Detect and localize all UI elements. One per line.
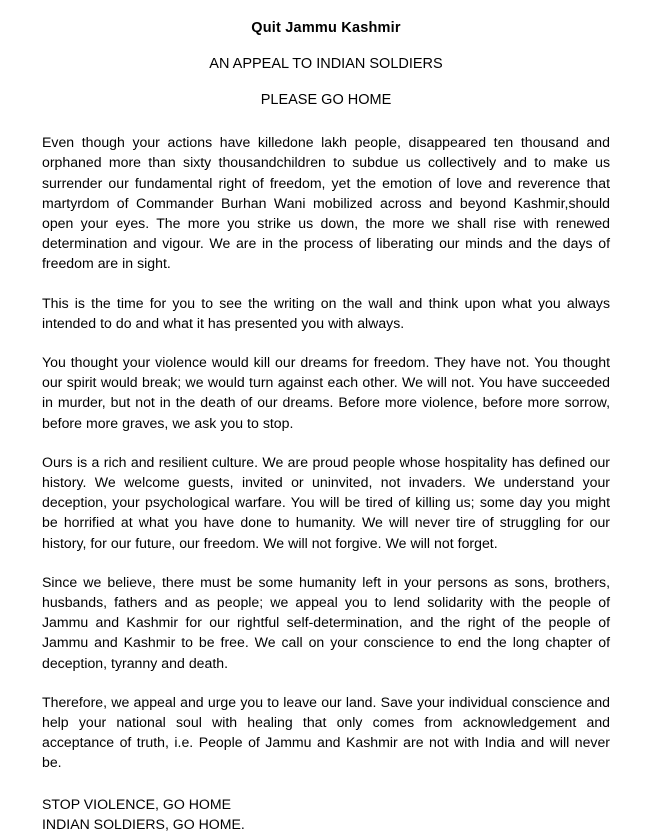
closing-line: STOP VIOLENCE, GO HOME (42, 795, 232, 812)
body-paragraph: Since we believe, there must be some humanity left in your persons as sons, brothers, husbands, fathers and as people; we appeal you to lend solidarity with the people of Jammu and Kashmir for our rightful self-determination, and the right of the people of Jammu and Kashmir to be free. We call on your conscience to end the long chapter of deception, tyranny and death. (42, 573, 610, 671)
body-paragraph: Even though your actions have killedone lakh people, disappeared ten thousand and orphaned more than sixty thousandchildren to subdue us collectively and to make us surrender our fundamental right of freedom, yet the emotion of love and reverence that martyrdom of Commander Burhan Wani mobilized across and beyond Kashmir,should open your eyes. The more you strike us down, the more we shall rise with renewed determination and vigour. We are in the process of liberating our minds and the days of freedom are in sight. (42, 134, 610, 272)
page-title: Quit Jammu Kashmir (251, 20, 401, 36)
closing-line: INDIAN SOLDIERS, GO HOME. (42, 815, 245, 832)
document-body (42, 109, 610, 772)
document-subtitle-please-go-home: PLEASE GO HOME (260, 91, 392, 108)
document-subtitle-appeal: AN APPEAL TO INDIAN SOLDIERS (209, 56, 443, 73)
body-paragraph: You thought your violence would kill our dreams for freedom. They have not. You thought our spirit would break; we would turn against each other. We will not. You have succeeded in murder, but not in the death of our dreams. Before more violence, before more sorrow, before more graves, we ask you to stop. (42, 354, 610, 431)
closing-slogans (42, 773, 610, 834)
body-paragraph: Ours is a rich and resilient culture. We are proud people whose hospitality has defined our history. We welcome guests, invited or uninvited, not invaders. We understand your deception, your psychological warfare. You will be tired of killing us; some day you might be horrified at what you have done to humanity. We will never tire of struggling for our history, for our future, our freedom. We will not forgive. We will not forget. (42, 453, 610, 551)
body-paragraph: Therefore, we appeal and urge you to leave our land. Save your individual conscience and help your national soul with healing that only comes from acknowledgement and acceptance of truth, i.e. People of Jammu and Kashmir are not with India and will never be. (42, 693, 610, 771)
body-paragraph: This is the time for you to see the writing on the wall and think upon what you always intended to do and what it has presented you with always. (42, 294, 610, 331)
document-content (42, 0, 610, 834)
